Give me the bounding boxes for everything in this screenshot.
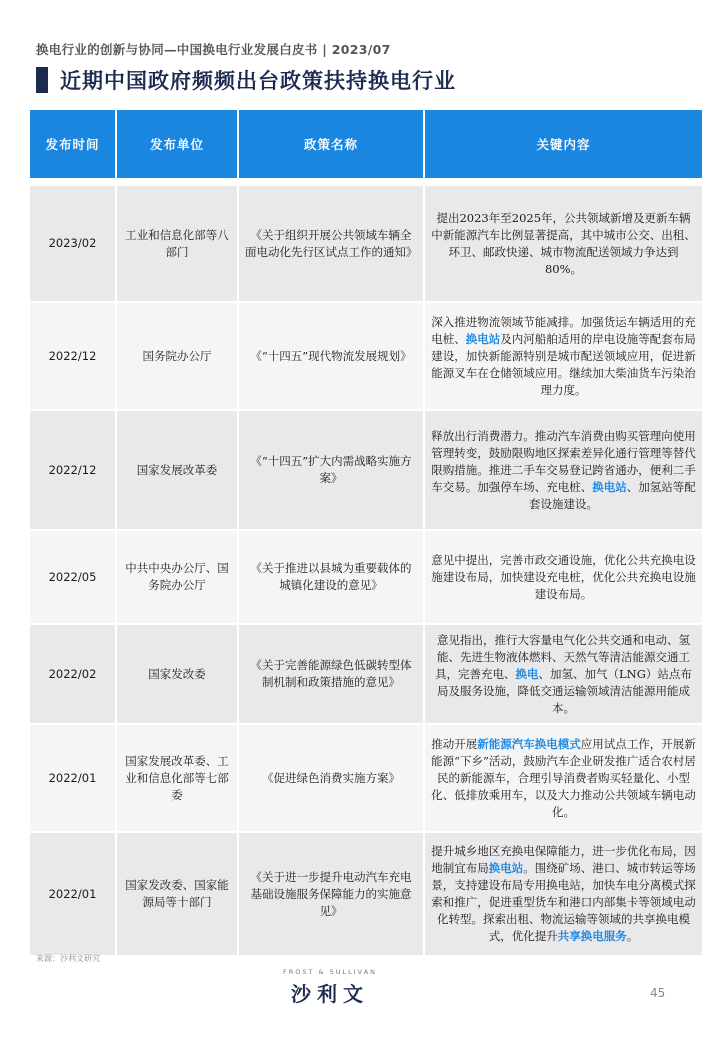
content-text: 、加氢、加气（LNG）站点布局及服务设施，降低交通运输领域清洁能源用能成本。	[437, 666, 692, 715]
content-text: 提升城乡地区充换电保障能力，进一步优化布局，因地制宜布局	[431, 844, 696, 875]
table-row	[30, 410, 702, 530]
title-accent-bar	[36, 67, 48, 93]
row-content	[424, 302, 702, 410]
table-row	[30, 724, 702, 832]
row-unit: 国务院办公厅	[116, 302, 238, 410]
content-text: 释放出行消费潜力。推动汽车消费由购买管理向使用管理转变，鼓励限购地区探索差异化通行管理等替代限购措施。推进二手车交易登记跨省通办，便利二手车交易。加强停车场、充电桩、	[431, 428, 696, 494]
row-unit: 国家发展改革委、工业和信息化部等七部委	[116, 724, 238, 832]
highlight-term: 换电	[515, 666, 539, 681]
table-row	[30, 624, 702, 724]
row-unit: 国家发展改革委	[116, 410, 238, 530]
column-header-unit: 发布单位	[116, 110, 238, 178]
company-logo	[270, 968, 390, 1007]
row-policy: 《关于完善能源绿色低碳转型体制机制和政策措施的意见》	[238, 624, 424, 724]
content-text: 及内河船舶适用的岸电设施等配套布局建设，加快新能源特别是城市配送领域应用，促进新能源叉车在仓储领域应用。继续加大柴油货车污染治理力度。	[431, 331, 696, 397]
highlight-term: 共享换电服务	[557, 929, 627, 943]
content-text: 应用试点工作，开展新能源“下乡”活动，鼓励汽车企业研发推广适合农村居民的新能源车，合理引导消费者购买轻量化、小型化、低排放乘用车，以及大力推动公共领域车辆电动化。	[431, 736, 696, 819]
highlight-term: 新能源汽车换电模式	[477, 736, 581, 751]
title-row	[36, 66, 456, 94]
column-header-content: 关键内容	[424, 110, 702, 178]
row-date: 2022/01	[30, 832, 116, 956]
source-note: 来源：沙利文研究	[36, 954, 100, 963]
row-policy: 《促进绿色消费实施方案》	[238, 724, 424, 832]
row-unit: 工业和信息化部等八部门	[116, 186, 238, 302]
row-date: 2022/01	[30, 724, 116, 832]
row-unit: 中共中央办公厅、国务院办公厅	[116, 530, 238, 624]
content-text: 。	[626, 929, 639, 943]
row-content	[424, 832, 702, 956]
column-header-date: 发布时间	[30, 110, 116, 178]
row-unit: 国家发改委、国家能源局等十部门	[116, 832, 238, 956]
highlight-term: 换电站	[592, 479, 627, 494]
content-text: 提出2023年至2025年，公共领域新增及更新车辆中新能源汽车比例显著提高，其中城市公交、出租、环卫、邮政快递、城市物流配送领域力争达到80%。	[431, 210, 696, 276]
logo-chinese: 沙利文	[291, 982, 369, 1006]
row-content	[424, 186, 702, 302]
content-text: 意见中提出，完善市政交通设施，优化公共充换电设施建设布局，加快建设充电桩，优化公共充换电设施建设布局。	[431, 552, 696, 601]
content-text: 。围绕矿场、港口、城市转运等场景，支持建设布局专用换电站，加快车电分离模式探索和推广，促进重型货车和港口内部集卡等领域电动化转型。探索出租、物流运输等领域的共享换电模式，优化提升	[431, 861, 696, 943]
row-policy: 《关于组织开展公共领域车辆全面电动化先行区试点工作的通知》	[238, 186, 424, 302]
row-content	[424, 530, 702, 624]
row-unit: 国家发改委	[116, 624, 238, 724]
table-row	[30, 186, 702, 302]
content-text: 推动开展	[431, 736, 478, 751]
row-policy: 《关于进一步提升电动汽车充电基础设施服务保障能力的实施意见》	[238, 832, 424, 956]
running-header: 换电行业的创新与协同—中国换电行业发展白皮书 | 2023/07	[36, 42, 391, 57]
content-text: 深入推进物流领域节能减排。加强货运车辆适用的充电桩、	[431, 314, 696, 346]
page-title: 近期中国政府频频出台政策扶持换电行业	[60, 69, 456, 93]
row-date: 2022/12	[30, 302, 116, 410]
row-date: 2023/02	[30, 186, 116, 302]
table-row	[30, 832, 702, 956]
column-header-policy: 政策名称	[238, 110, 424, 178]
table-row	[30, 302, 702, 410]
policy-table	[30, 110, 702, 957]
content-text: 意见指出，推行大容量电气化公共交通和电动、氢能、先进生物液体燃料、天然气等清洁能源交通工具，完善充电、	[435, 632, 690, 681]
row-content	[424, 624, 702, 724]
highlight-term: 换电站	[465, 331, 501, 346]
row-content	[424, 410, 702, 530]
row-policy: 《“十四五”现代物流发展规划》	[238, 302, 424, 410]
row-date: 2022/05	[30, 530, 116, 624]
content-text: 、加氢站等配套设施建设。	[529, 479, 696, 511]
row-date: 2022/12	[30, 410, 116, 530]
logo-english: FROST & SULLIVAN	[282, 968, 378, 976]
row-policy: 《“十四五”扩大内需战略实施方案》	[238, 410, 424, 530]
page-number: 45	[650, 986, 666, 1000]
row-policy: 《关于推进以县城为重要载体的城镇化建设的意见》	[238, 530, 424, 624]
row-date: 2022/02	[30, 624, 116, 724]
table-row	[30, 530, 702, 624]
highlight-term: 换电站	[488, 861, 524, 875]
row-content	[424, 724, 702, 832]
